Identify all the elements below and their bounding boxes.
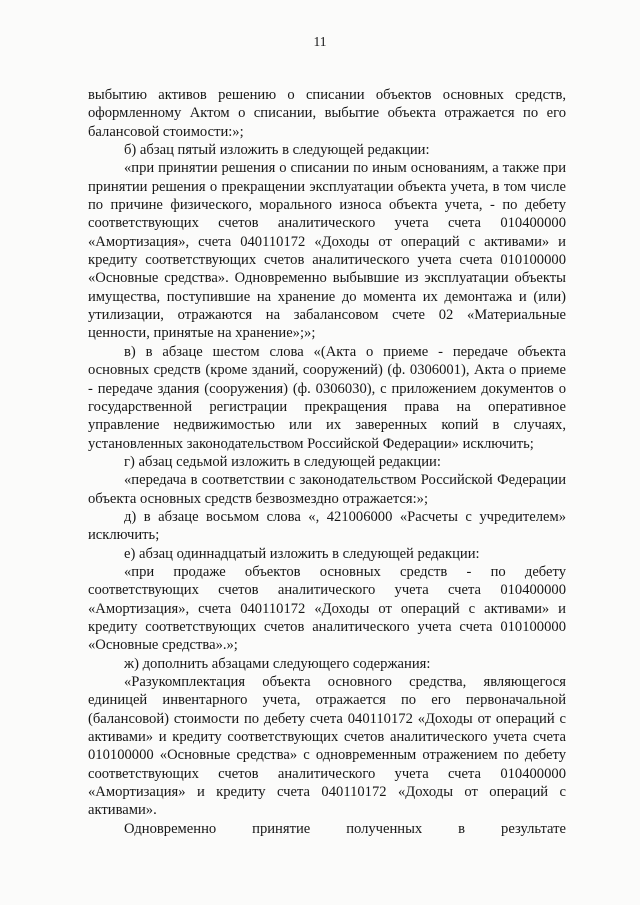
page-number: 11 [313,34,327,49]
paragraph: г) абзац седьмой изложить в следующей редакции: [124,453,441,470]
paragraph: в) в абзаце шестом слова «(Акта о приеме - передаче объекта основных средств (кроме зданий, сооружений) (ф. 0306001), Акта о приеме - передаче здания (сооружения) (ф. 0306030), с приложением документов о государственной регистрации прекращения права на оперативное управление недвижимостью или их заверенных копий в случаях, установленных законодательством Российской Федерации» исключить; [88,343,566,452]
paragraph: выбытию активов решению о списании объектов основных средств, оформленному Актом о списании, выбытие объекта отражается по его балансовой стоимости:»; [88,87,566,140]
paragraph: д) в абзаце восьмом слова «, 421006000 «Расчеты с учредителем» исключить; [88,508,566,544]
paragraph: е) абзац одиннадцатый изложить в следующей редакции: [124,545,480,562]
paragraph: б) абзац пятый изложить в следующей редакции: [124,142,430,159]
paragraph: «при продаже объектов основных средств - по дебету соответствующих счетов аналитического учета счета 010400000 «Амортизация», счета 040110172 «Доходы от операций с активами» и кредиту соответствующих счетов аналитического учета счета 010100000 «Основные средства».»; [88,563,566,654]
paragraph: ж) дополнить абзацами следующего содержания: [124,655,431,672]
paragraph: «Разукомплектация объекта основного средства, являющегося единицей инвентарного учета, отражается по его первоначальной (балансовой) стоимости по дебету счета 040110172 «Доходы от операций с активами» и кредиту соответствующих счетов аналитического учета счета 010100000 «Основные средства» с одновременным отражением по дебету соответствующих счетов аналитического учета счета 010400000 «Амортизация» и кредиту счета 040110172 «Доходы от операций с активами». [88,674,566,819]
paragraph: «передача в соответствии с законодательством Российской Федерации объекта основных средств безвозмездно отражается:»; [88,472,566,507]
paragraph: «при принятии решения о списании по иным основаниям, а также при принятии решения о прекращении эксплуатации объекта учета, в том числе по причине физического, морального износа объекта учета, - по дебету соответствующих счетов аналитического учета счета 010400000 «Амортизация», счета 040110172 «Доходы от операций с активами» и кредиту соответствующих счетов аналитического учета счета 010100000 «Основные средства». Одновременно выбывшие из эксплуатации объекты имущества, поступившие на хранение до момента их демонтажа и (или) утилизации, отражаются на забалансовом счете 02 «Материальные ценности, принятые на хранение»;»; [88,160,566,342]
document-body [88,86,566,838]
paragraph: Одновременно принятие полученных в результате [124,820,566,837]
